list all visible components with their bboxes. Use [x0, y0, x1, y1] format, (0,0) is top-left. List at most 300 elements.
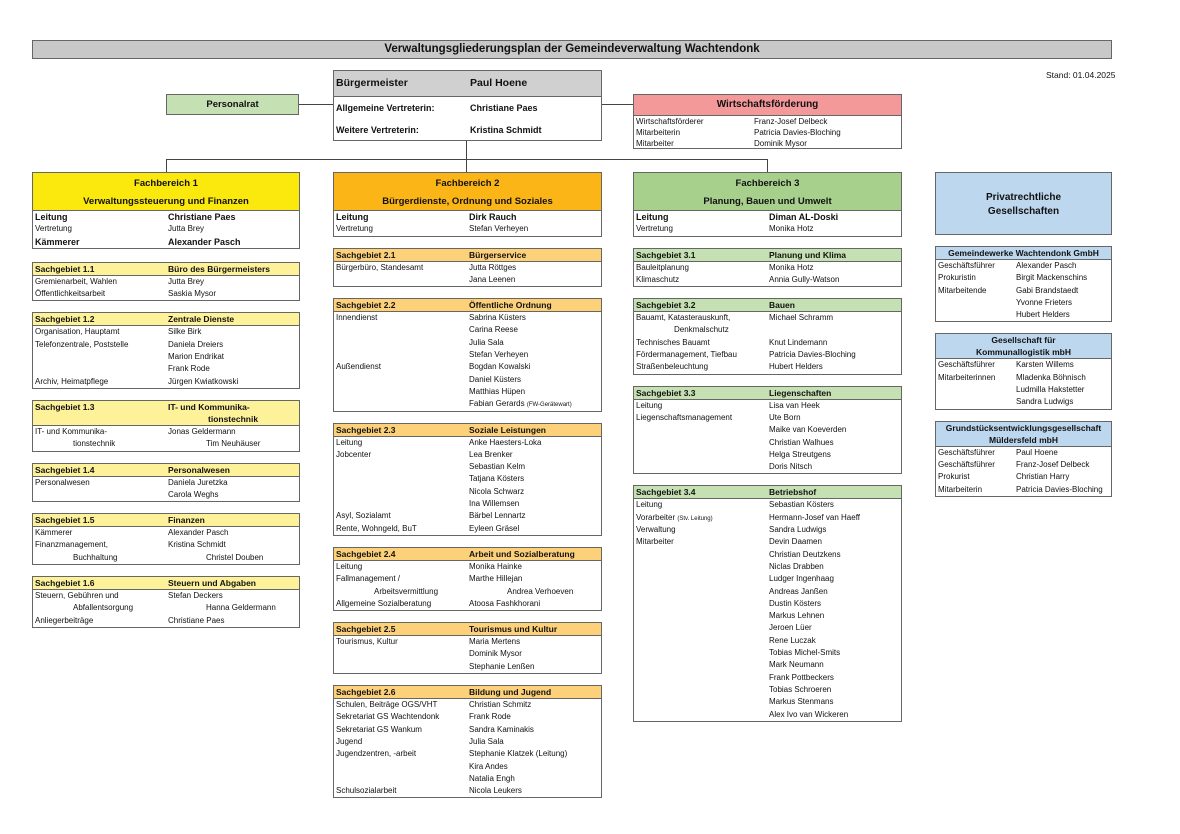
row-name: Maike van Koeverden [769, 425, 847, 435]
bm-role: Allgemeine Vertreterin: [336, 103, 435, 113]
company-name-2: Kommunallogistik mbH [976, 347, 1071, 358]
sachgebiet-code: Sachgebiet 1.4 [35, 464, 95, 475]
list-item [634, 573, 901, 585]
row-label [334, 761, 469, 773]
connector [466, 140, 467, 159]
row-name: Alexander Pasch [1016, 261, 1077, 270]
sachgebiet-header [334, 249, 601, 262]
row-name: Niclas Drabben [769, 561, 824, 571]
sachgebiet-code: Sachgebiet 2.3 [336, 424, 396, 435]
sachgebiet-name [769, 249, 901, 261]
row-label [334, 374, 469, 386]
list-item [634, 512, 901, 524]
list-item [936, 272, 1111, 284]
row-name: Paul Hoene [1016, 447, 1058, 457]
list-item [634, 312, 901, 324]
fb1-title [33, 173, 299, 211]
row-name: Sandra Ludwigs [1016, 397, 1074, 407]
list-item [334, 785, 601, 797]
row-name: Nicola Leukers [469, 786, 522, 796]
list-item [334, 573, 601, 585]
sachgebiet-code: Sachgebiet 3.4 [636, 487, 696, 498]
row-label [634, 561, 769, 573]
private-title-1: Privatrechtliche [985, 192, 1062, 203]
row-label [634, 573, 769, 585]
list-item [334, 461, 601, 473]
list-item [334, 636, 601, 648]
row-label [634, 461, 769, 473]
row-name: Franz-Josef Delbeck [1016, 459, 1090, 469]
row-label: Leitung [636, 212, 669, 222]
fb1-sachgebiet-2 [32, 312, 300, 388]
sachgebiet-name-1: Planung und Klima [769, 249, 846, 260]
fb1-sachgebiet-1 [32, 262, 300, 302]
row-name: Alexander Pasch [168, 528, 229, 538]
row-label: Bauamt, Katasterauskunft, [636, 313, 731, 323]
company-3 [935, 421, 1112, 497]
row-label: Klimaschutz [636, 274, 680, 284]
row-label: Geschäftsführer [938, 447, 995, 457]
row-name: Christian Schmitz [469, 700, 532, 710]
company-name-1: Gesellschaft für [991, 335, 1056, 346]
row-name: Natalia Engh [469, 773, 515, 783]
row-label [334, 498, 469, 510]
row-name: Hubert Helders [769, 362, 823, 372]
list-item [334, 699, 601, 711]
row-label [936, 297, 1016, 309]
list-item [634, 524, 901, 536]
row-name: Kristina Schmidt [168, 540, 226, 550]
fb1-title-2: Verwaltungssteuerung und Finanzen [83, 196, 249, 207]
sachgebiet-header [33, 514, 299, 527]
row-name: Christiane Paes [168, 212, 236, 222]
personalrat-box [166, 94, 299, 115]
company-2 [935, 333, 1112, 409]
row-name: Sebastian Kelm [469, 462, 526, 472]
fb2-sachgebiet-3 [333, 423, 602, 536]
row-label: Schulsozialarbeit [336, 786, 397, 796]
row-name: Doris Nitsch [769, 462, 813, 472]
row-label: Mitarbeiterin [938, 484, 983, 494]
list-item [334, 211, 601, 223]
list-item [936, 484, 1111, 496]
row-name: Daniela Dreiers [168, 339, 224, 349]
row-label [936, 309, 1016, 321]
list-item [634, 412, 901, 424]
fb2-title-1: Fachbereich 2 [435, 178, 500, 189]
row-label: Abfallentsorgung [73, 603, 134, 613]
sachgebiet-name [168, 514, 299, 526]
list-item [33, 363, 299, 375]
row-name: Maria Mertens [469, 637, 521, 647]
row-label: Vertretung [35, 224, 72, 234]
row-name: Stefan Deckers [168, 591, 223, 601]
row-name: Markus Stenmans [769, 697, 834, 707]
row-label: Mitarbeitende [938, 285, 987, 295]
row-label: Leitung [636, 400, 663, 410]
row-name: Sebastian Kösters [769, 500, 834, 510]
sachgebiet-name-1: Tourismus und Kultur [469, 624, 558, 635]
row-label: Organisation, Hauptamt [35, 327, 120, 337]
row-label: Leitung [336, 437, 363, 447]
row-label: Anliegerbeiträge [35, 615, 94, 625]
row-name: Daniel Küsters [469, 374, 522, 384]
row-name: Helga Streutgens [769, 449, 831, 459]
row-name: Knut Lindemann [769, 337, 828, 347]
list-item [634, 349, 901, 361]
row-label: Asyl, Sozialamt [336, 511, 391, 521]
list-item [634, 684, 901, 696]
row-label [33, 363, 168, 375]
list-item [33, 211, 299, 223]
sachgebiet-name [769, 299, 901, 311]
list-item [634, 324, 901, 336]
sachgebiet-name [168, 313, 299, 325]
fb3-header-box [633, 172, 902, 237]
list-item [33, 426, 299, 438]
list-item [33, 590, 299, 602]
fb1-sachgebiet-5 [32, 513, 300, 565]
row-name: Birgit Mackenschins [1016, 273, 1088, 283]
fb1-sachgebiet-6 [32, 576, 300, 628]
row-name: Carola Weghs [168, 489, 219, 499]
row-label: Bauleitplanung [636, 262, 689, 272]
buergermeister-header [334, 71, 601, 97]
row-name: Frank Pottbeckers [769, 672, 834, 682]
list-item [334, 262, 601, 274]
list-item [33, 351, 299, 363]
list-item [334, 586, 601, 598]
row-label: Leitung [336, 561, 363, 571]
row-name: Ludger Ingenhaag [769, 574, 834, 584]
row-label: Jugend [336, 736, 363, 746]
row-label [334, 349, 469, 361]
wirtschaft-rows [634, 116, 901, 149]
sachgebiet-header [334, 548, 601, 561]
row-name: Rene Luczak [769, 635, 816, 645]
list-item [936, 309, 1111, 321]
row-name: Monika Hotz [769, 262, 814, 272]
sachgebiet-name-2: tionstechnik [208, 413, 259, 424]
sachgebiet-header [334, 623, 601, 636]
row-label: Archiv, Heimatpflege [35, 376, 109, 386]
sachgebiet-header [33, 577, 299, 590]
list-item [936, 471, 1111, 483]
row-label [634, 598, 769, 610]
company-name [936, 334, 1111, 359]
fb2-sachgebiet-5 [333, 622, 602, 674]
row-name: Sandra Ludwigs [769, 525, 827, 535]
row-label: Jobcenter [336, 449, 372, 459]
list-item [334, 748, 601, 760]
list-item [936, 384, 1111, 396]
row-label [634, 635, 769, 647]
list-item [33, 223, 299, 235]
row-label: Tourismus, Kultur [336, 637, 398, 647]
row-name: Jutta Brey [168, 276, 205, 286]
row-name: Dominik Mysor [754, 139, 807, 148]
sachgebiet-code: Sachgebiet 3.1 [636, 249, 696, 260]
row-label: Allgemeine Sozialberatung [336, 598, 432, 608]
sachgebiet-name [469, 686, 601, 698]
sachgebiet-code: Sachgebiet 2.1 [336, 249, 396, 260]
row-name: Hubert Helders [1016, 310, 1070, 320]
list-item [634, 116, 901, 127]
connector [298, 104, 334, 105]
row-label: Leitung [35, 212, 68, 222]
list-item [634, 400, 901, 412]
list-item [334, 386, 601, 398]
row-label: Kämmerer [35, 236, 80, 247]
list-item [334, 661, 601, 673]
bm-name: Paul Hoene [470, 77, 528, 89]
list-item [634, 127, 901, 138]
list-item [33, 339, 299, 351]
sachgebiet-name [769, 486, 901, 498]
row-label [334, 661, 469, 673]
row-name: Nicola Schwarz [469, 486, 525, 496]
row-label [334, 398, 469, 410]
fachbereich-2 [333, 172, 602, 798]
list-item [634, 499, 901, 511]
row-label [634, 672, 769, 684]
row-label: Personalwesen [35, 477, 90, 487]
sachgebiet-name-1: Büro des Bürgermeisters [168, 263, 271, 274]
sachgebiet-header [634, 486, 901, 499]
list-item [634, 709, 901, 721]
list-item [634, 274, 901, 286]
sachgebiet-name-1: Liegenschaften [769, 387, 832, 398]
row-name: Gabi Brandstaedt [1016, 285, 1079, 295]
row-label [634, 684, 769, 696]
row-label: Geschäftsführer [938, 360, 995, 370]
sachgebiet-name-1: Soziale Leistungen [469, 424, 546, 435]
row-label: Finanzmanagement, [35, 540, 108, 550]
sachgebiet-name [469, 424, 601, 436]
list-item [334, 312, 601, 324]
row-name: Matthias Hüpen [469, 386, 526, 396]
list-item [33, 615, 299, 627]
row-label [634, 424, 769, 436]
list-item [334, 561, 601, 573]
row-label: Sekretariat GS Wankum [336, 724, 422, 734]
list-item [634, 659, 901, 671]
row-label: Vorarbeiter (Stv. Leitung) [636, 512, 713, 522]
row-label [634, 610, 769, 622]
row-label [33, 351, 168, 363]
row-name: Atoosa Fashkhorani [469, 598, 541, 608]
page-title: Verwaltungsgliederungsplan der Gemeindeverwaltung Wachtendonk [32, 40, 1112, 59]
fb3-sachgebiet-1 [633, 248, 902, 288]
row-label: Sekretariat GS Wachtendonk [336, 712, 440, 722]
row-label: Straßenbeleuchtung [636, 362, 709, 372]
list-item [334, 498, 601, 510]
list-item [334, 761, 601, 773]
row-name: Sabrina Küsters [469, 313, 526, 323]
row-name: Diman AL-Doski [769, 212, 839, 222]
row-label: Fallmanagement / [336, 574, 401, 584]
row-label: Jugendzentren, -arbeit [336, 749, 417, 759]
row-name: Sandra Kaminakis [469, 724, 534, 734]
row-label: tionstechnik [73, 439, 116, 449]
fb2-title [334, 173, 601, 211]
row-name: Andreas Janßen [769, 586, 828, 596]
row-label: Rente, Wohngeld, BuT [336, 523, 417, 533]
row-name: Eyleen Gräsel [469, 523, 520, 533]
row-name: Bogdan Kowalski [469, 362, 531, 372]
sachgebiet-name-1: Zentrale Dienste [168, 314, 235, 325]
bm-row-1 [334, 97, 601, 119]
row-name: Alex Ivo van Wickeren [769, 709, 849, 719]
row-label: Arbeitsvermittlung [374, 586, 439, 596]
row-name: Hermann-Josef van Haeff [769, 512, 861, 522]
row-name: Lisa van Heek [769, 400, 820, 410]
row-name: Dirk Rauch [469, 212, 517, 222]
fb2-header-box [333, 172, 602, 237]
row-name: Jonas Geldermann [168, 426, 236, 436]
list-item [936, 260, 1111, 272]
sachgebiet-name [469, 623, 601, 635]
list-item [634, 696, 901, 708]
list-item [634, 635, 901, 647]
sachgebiet-header [33, 313, 299, 326]
row-name: Saskia Mysor [168, 289, 217, 299]
list-item [334, 449, 601, 461]
row-name: Devin Daamen [769, 537, 822, 547]
row-name: Jürgen Kwiatkowski [168, 376, 239, 386]
list-item [334, 274, 601, 286]
list-item [334, 473, 601, 485]
bm-row-2 [334, 119, 601, 141]
row-label [334, 648, 469, 660]
row-name: Jutta Brey [168, 224, 205, 234]
list-item [334, 648, 601, 660]
fb2-sachgebiet-6 [333, 685, 602, 798]
sachgebiet-code: Sachgebiet 1.3 [35, 401, 95, 412]
row-name: Julia Sala [469, 337, 504, 347]
row-name: Franz-Josef Delbeck [754, 117, 828, 126]
sachgebiet-header [634, 387, 901, 400]
row-label: Mitarbeiterin [636, 128, 681, 137]
row-name: Stefan Verheyen [469, 224, 529, 234]
row-name: Christiane Paes [168, 615, 225, 625]
row-label: Leitung [336, 212, 369, 222]
fb3-sachgebiet-3 [633, 386, 902, 475]
list-item [33, 527, 299, 539]
sachgebiet-code: Sachgebiet 1.2 [35, 314, 95, 325]
sachgebiet-code: Sachgebiet 3.3 [636, 387, 696, 398]
row-name: Karsten Willems [1016, 360, 1074, 370]
sachgebiet-name-1: IT- und Kommunika- [168, 401, 250, 412]
sachgebiet-name [769, 387, 901, 399]
row-label [634, 449, 769, 461]
row-name: Tim Neuhäuser [206, 439, 261, 449]
row-name: Daniela Juretzka [168, 477, 228, 487]
list-item [634, 536, 901, 548]
sachgebiet-name [469, 249, 601, 261]
fb3-sachgebiet-2 [633, 298, 902, 374]
row-label [634, 696, 769, 708]
sachgebiet-name-1: Betriebshof [769, 487, 817, 498]
list-item [33, 602, 299, 614]
private-header-box [935, 172, 1112, 235]
sachgebiet-name-1: Finanzen [168, 515, 205, 526]
list-item [634, 647, 901, 659]
row-label: Prokuristin [938, 273, 976, 283]
row-name: Christian Deutzkens [769, 549, 841, 559]
row-label: Geschäftsführer [938, 261, 995, 270]
sachgebiet-header [33, 401, 299, 426]
list-item [334, 437, 601, 449]
row-label: Vertretung [336, 224, 373, 234]
row-label [334, 386, 469, 398]
list-item [634, 211, 901, 223]
row-name: Frank Rode [469, 712, 511, 722]
list-item [334, 523, 601, 535]
list-item [334, 724, 601, 736]
row-label: IT- und Kommunika- [35, 426, 108, 436]
sachgebiet-header [33, 263, 299, 276]
row-name: Christian Harry [1016, 472, 1070, 482]
row-label: Fördermanagement, Tiefbau [636, 350, 737, 360]
sachgebiet-name-1: Personalwesen [168, 464, 230, 475]
sachgebiet-header [33, 464, 299, 477]
wirtschaft-header: Wirtschaftsförderung [634, 95, 901, 116]
list-item [634, 138, 901, 149]
row-label: Kämmerer [35, 528, 73, 538]
wirtschaft-box [633, 94, 902, 149]
list-item [33, 489, 299, 501]
list-item [334, 324, 601, 336]
list-item [334, 374, 601, 386]
list-item [634, 361, 901, 373]
fb3-sachgebiet-4 [633, 485, 902, 721]
row-name: Jutta Röttges [469, 262, 517, 272]
row-name: Marion Endrikat [168, 352, 225, 362]
connector [166, 159, 167, 172]
row-name: Tobias Schroeren [769, 684, 832, 694]
sachgebiet-code: Sachgebiet 2.5 [336, 624, 396, 635]
row-name: Julia Sala [469, 736, 504, 746]
list-item [936, 297, 1111, 309]
list-item [634, 672, 901, 684]
list-item [936, 372, 1111, 384]
stand-date: Stand: 01.04.2025 [1046, 70, 1116, 80]
privatrechtliche-gesellschaften [935, 172, 1112, 497]
list-item [33, 236, 299, 248]
row-label [334, 324, 469, 336]
row-name: Lea Brenker [469, 449, 513, 459]
row-label: Mitarbeiterinnen [938, 372, 996, 382]
sachgebiet-name [168, 577, 299, 589]
list-item [634, 586, 901, 598]
list-item [334, 398, 601, 410]
fachbereich-1 [32, 172, 300, 628]
sachgebiet-name-1: Arbeit und Sozialberatung [469, 548, 575, 559]
row-label [334, 473, 469, 485]
row-label [936, 384, 1016, 396]
sachgebiet-code: Sachgebiet 1.5 [35, 515, 95, 526]
row-label: Gremienarbeit, Wahlen [35, 276, 117, 286]
company-1 [935, 246, 1112, 322]
row-name: Kira Andes [469, 761, 508, 771]
fb1-sachgebiet-3 [32, 400, 300, 452]
row-name: Dustin Kösters [769, 598, 822, 608]
list-item [634, 622, 901, 634]
sachgebiet-header [334, 299, 601, 312]
row-label: Mitarbeiter [636, 139, 674, 148]
row-label: Öffentlichkeitsarbeit [35, 289, 106, 299]
